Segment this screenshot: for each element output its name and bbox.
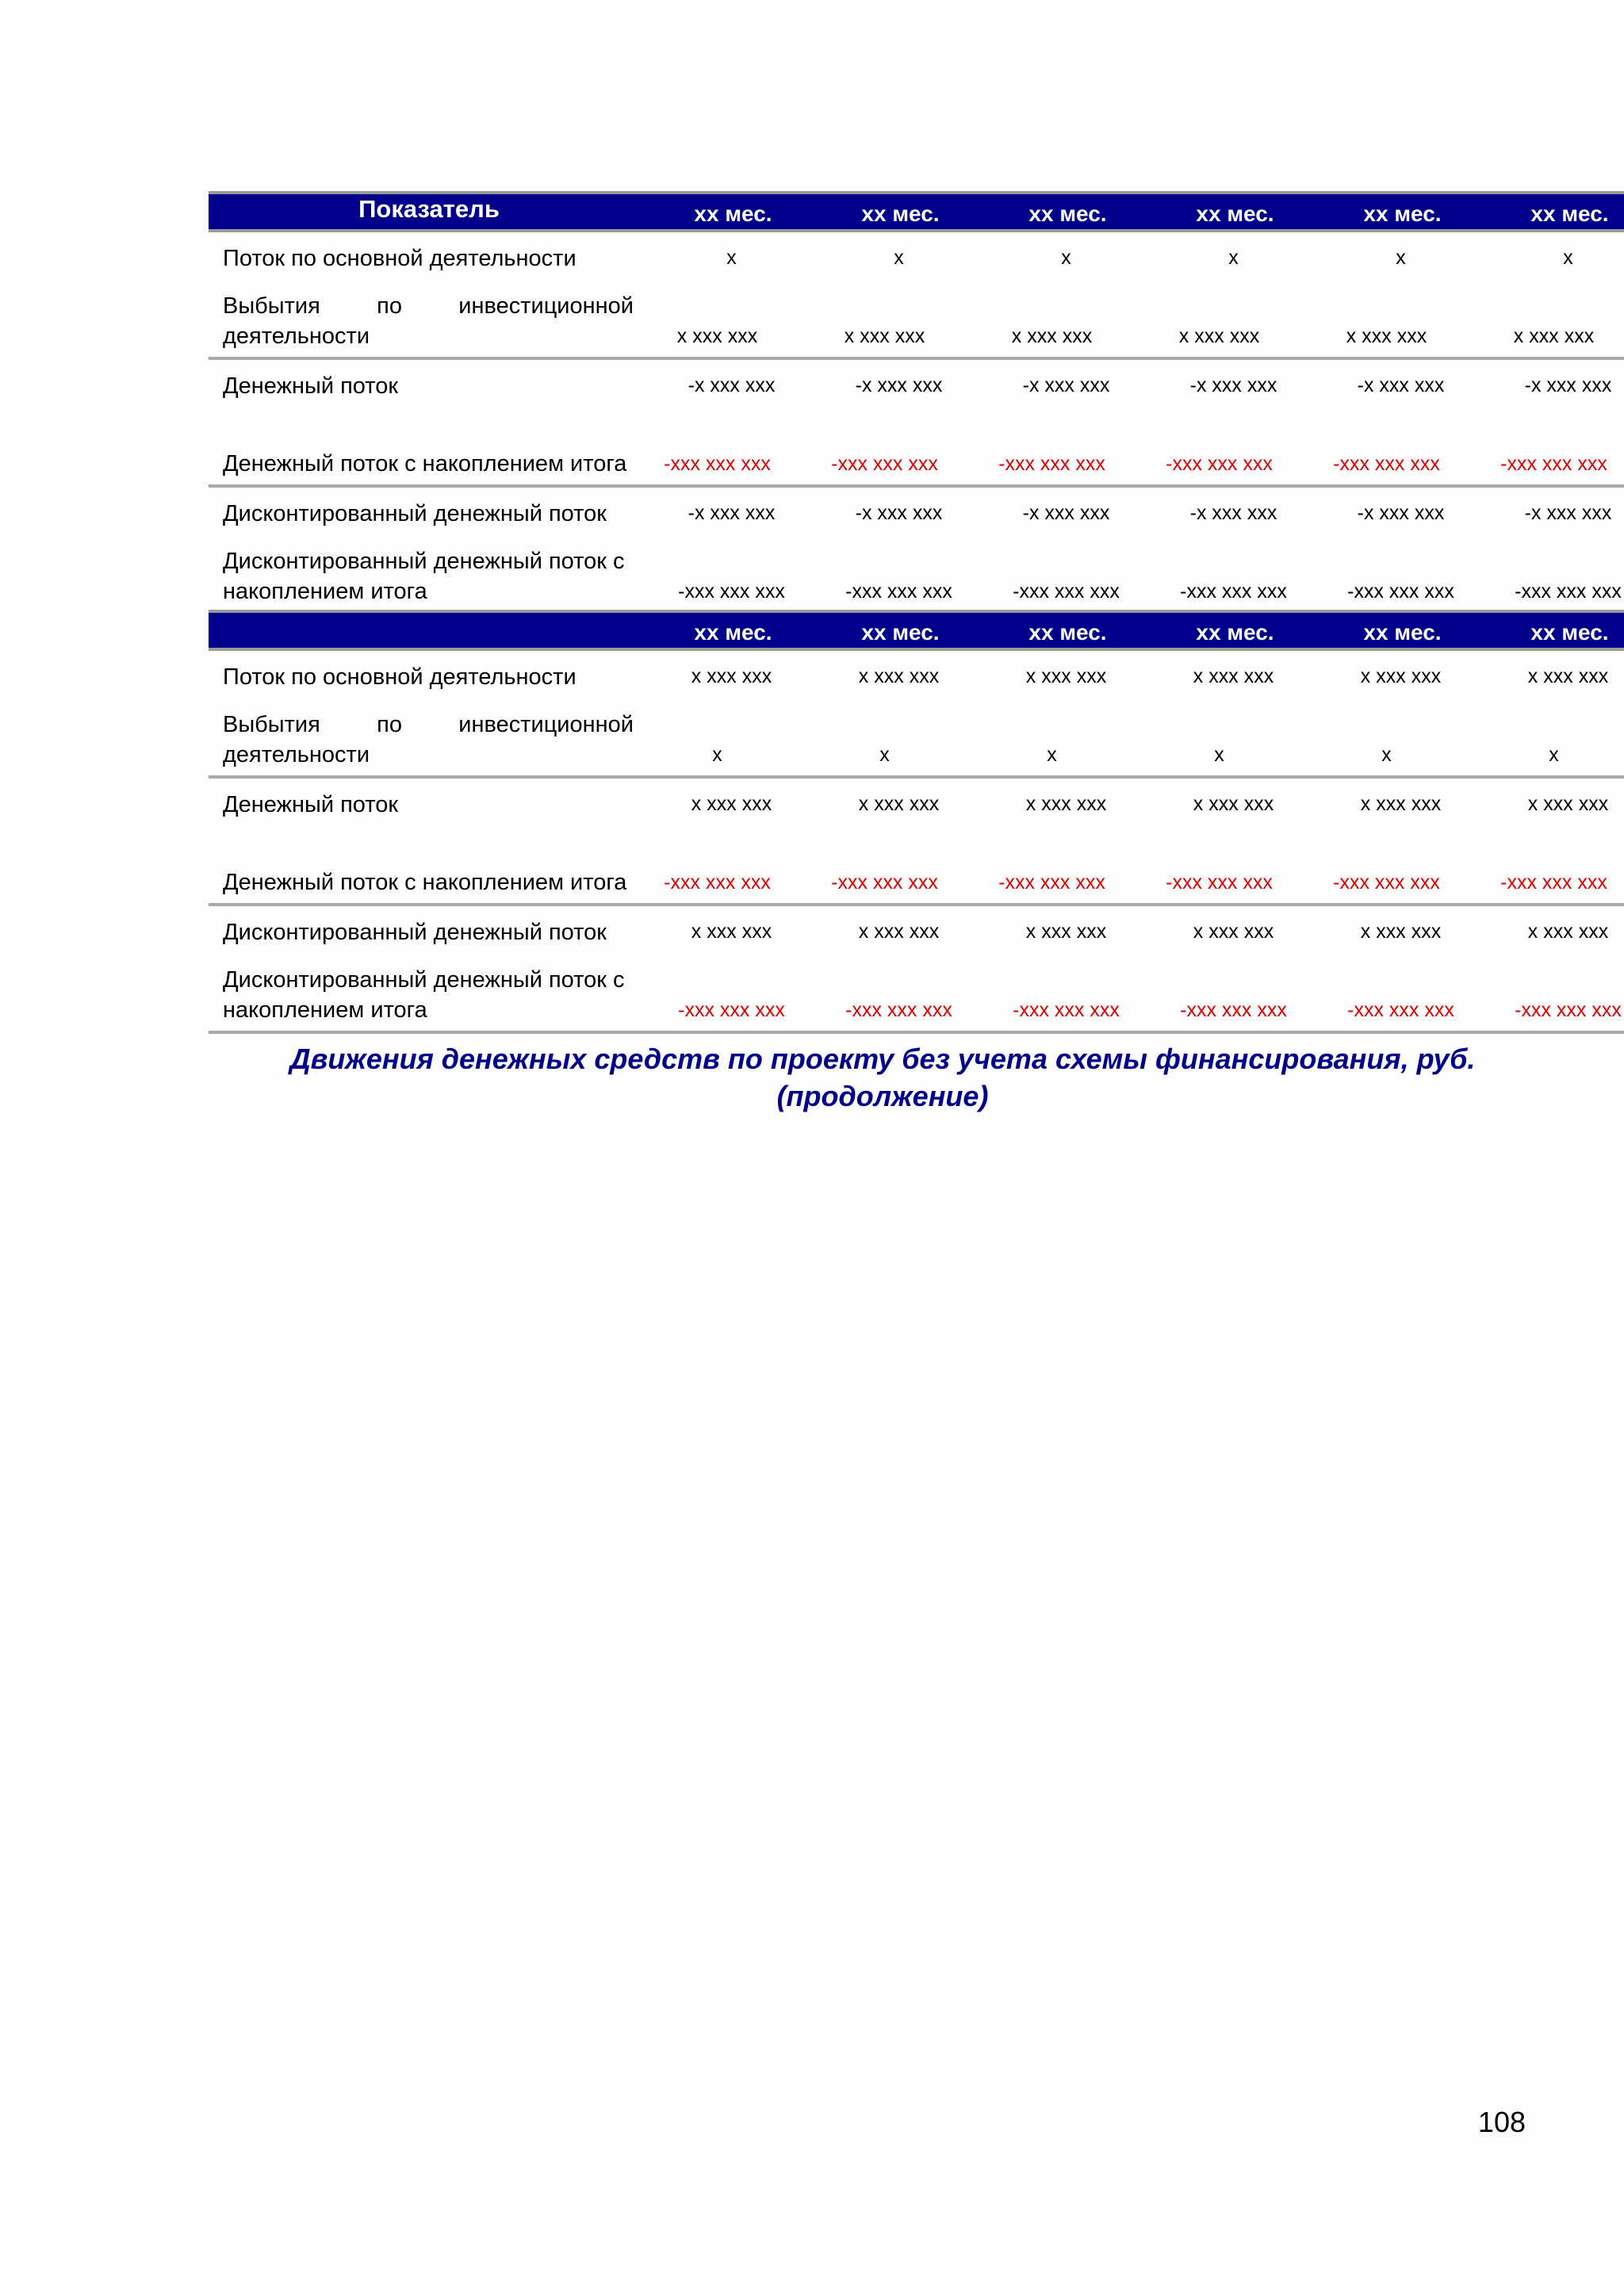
cell-value: х [1228,246,1239,269]
table-row [209,779,1624,829]
cell-value: х ххх ххх [1193,664,1274,687]
cell-value-negative: -ххх ххх ххх [998,871,1105,894]
cell-value: х ххх ххх [858,664,940,687]
cell-value: х ххх ххх [1025,792,1107,815]
cell-value: х [1563,246,1573,269]
header-month: хх мес. [1530,620,1609,645]
cell-value: -ххх ххх ххх [678,580,785,603]
cell-value: х ххх ххх [1527,664,1609,687]
cell-value: х [1214,744,1224,766]
cell-value: х ххх ххх [691,664,772,687]
cell-value: х ххх ххх [858,920,940,943]
cell-value: -х ххх ххх [1022,373,1110,396]
cell-value-negative: -ххх ххх ххх [664,871,771,894]
cell-value: -ххх ххх ххх [845,580,952,603]
cell-value: -х ххх ххх [688,501,776,524]
cell-value: х ххх ххх [676,325,758,347]
cell-value: х ххх ххх [1025,920,1107,943]
row-label: Поток по основной деятельности [223,246,576,271]
cell-value: х [894,246,904,269]
cell-value: -х ххх ххх [1524,373,1612,396]
caption-line-2: (продолжение) [776,1080,989,1112]
page-number: 108 [1477,2106,1526,2138]
cell-value-negative: -ххх ххх ххх [1166,453,1273,475]
row-group [209,906,1624,1034]
cell-value: -х ххх ххх [1524,501,1612,524]
cell-value-negative: -ххх ххх ххх [1180,999,1287,1021]
table-row [209,360,1624,411]
cell-value: х [1061,246,1071,269]
row-group [209,779,1624,906]
cell-value: -ххх ххх ххх [1013,580,1120,603]
cell-value: х ххх ххх [844,325,925,347]
row-label: Денежный поток с накоплением итога [223,451,627,476]
cell-value: х ххх ххх [1360,792,1442,815]
cell-value: -ххх ххх ххх [1180,580,1287,603]
cell-value: х [1381,744,1392,766]
cell-value-negative: -ххх ххх ххх [1333,453,1440,475]
header-label: Показатель [358,195,500,223]
table-row [209,232,1624,283]
caption-line-1: Движения денежных средств по проекту без учета схемы финансирования, руб. [289,1043,1476,1075]
cell-value: х ххх ххх [1025,664,1107,687]
row-group [209,488,1624,610]
cell-value: х ххх ххх [691,920,772,943]
table-row [209,702,1624,773]
cell-value-negative: -ххх ххх ххх [1013,999,1120,1021]
cell-value: х ххх ххх [1527,792,1609,815]
row-label: Денежный поток с накоплением итога [223,870,627,895]
cell-value: -х ххх ххх [1357,373,1445,396]
table-row [209,488,1624,538]
row-label: Денежный поток [223,373,399,399]
table-block-2 [209,610,1624,1034]
cell-value: -х ххх ххх [1189,501,1277,524]
header-month: хх мес. [1196,620,1274,645]
table-row [209,957,1624,1028]
cell-value: х ххх ххх [1346,325,1427,347]
table-row [209,538,1624,610]
cell-value-negative: -ххх ххх ххх [1333,871,1440,894]
cell-value: х ххх ххх [1360,920,1442,943]
table-block-1 [209,191,1624,610]
cell-value: х ххх ххх [858,792,940,815]
row-label: Выбытия по инвестиционной деятельности [223,293,634,349]
row-label: Выбытия по инвестиционной деятельности [223,712,634,767]
header-month: хх мес. [1363,201,1442,226]
table-row [209,906,1624,957]
table-row [209,283,1624,354]
cell-value: -х ххх ххх [855,373,943,396]
cell-value: х [712,744,722,766]
row-group [209,651,1624,779]
header-month: хх мес. [1028,620,1107,645]
cell-value-negative: -ххх ххх ххх [1347,999,1454,1021]
cell-value: -ххх ххх ххх [1347,580,1454,603]
cell-value-negative: -ххх ххх ххх [831,871,938,894]
row-label: Денежный поток [223,792,399,817]
cell-value-negative: -ххх ххх ххх [831,453,938,475]
cell-value: -х ххх ххх [1022,501,1110,524]
cell-value: х ххх ххх [1360,664,1442,687]
cell-value-negative: -ххх ххх ххх [678,999,785,1021]
cell-value: х ххх ххх [1178,325,1260,347]
header-month: хх мес. [1363,620,1442,645]
cell-value-negative: -ххх ххх ххх [845,999,952,1021]
table-row [209,651,1624,702]
header-month: хх мес. [1196,201,1274,226]
table-caption [209,1040,1557,1115]
cell-value: х ххх ххх [1527,920,1609,943]
cell-value: х ххх ххх [1193,792,1274,815]
header-month: хх мес. [1028,201,1107,226]
cell-value: х [1549,744,1559,766]
cell-value: х [726,246,737,269]
cell-value-negative: -ххх ххх ххх [1500,453,1607,475]
table-header [209,610,1624,651]
cell-value: -х ххх ххх [688,373,776,396]
header-month: хх мес. [694,620,772,645]
header-month: хх мес. [694,201,772,226]
cell-value-negative: -ххх ххх ххх [1515,999,1622,1021]
row-group [209,360,1624,488]
cell-value: -х ххх ххх [855,501,943,524]
header-month: хх мес. [1530,201,1609,226]
row-label: Дисконтированный денежный поток с накоплением итога [223,549,625,604]
row-group [209,232,1624,360]
cell-value-negative: -ххх ххх ххх [1166,871,1273,894]
row-label: Дисконтированный денежный поток с накоплением итога [223,967,625,1023]
row-label: Поток по основной деятельности [223,664,576,690]
cell-value: х [879,744,890,766]
cell-value-negative: -ххх ххх ххх [1500,871,1607,894]
header-month: хх мес. [861,201,940,226]
cell-value: х ххх ххх [1193,920,1274,943]
cell-value: х ххх ххх [691,792,772,815]
cell-value-negative: -ххх ххх ххх [998,453,1105,475]
cell-value: х ххх ххх [1011,325,1093,347]
cell-value: -х ххх ххх [1357,501,1445,524]
header-month: хх мес. [861,620,940,645]
cell-value: х [1396,246,1406,269]
table-header [209,191,1624,232]
cell-value: -х ххх ххх [1189,373,1277,396]
cash-flow-table [209,191,1624,1034]
table-row [209,411,1624,482]
cell-value-negative: -ххх ххх ххх [664,453,771,475]
cell-value: х ххх ххх [1513,325,1595,347]
cell-value: -ххх ххх ххх [1515,580,1622,603]
table-row [209,829,1624,901]
row-label: Дисконтированный денежный поток [223,501,607,526]
row-label: Дисконтированный денежный поток [223,920,607,945]
cell-value: х [1047,744,1057,766]
